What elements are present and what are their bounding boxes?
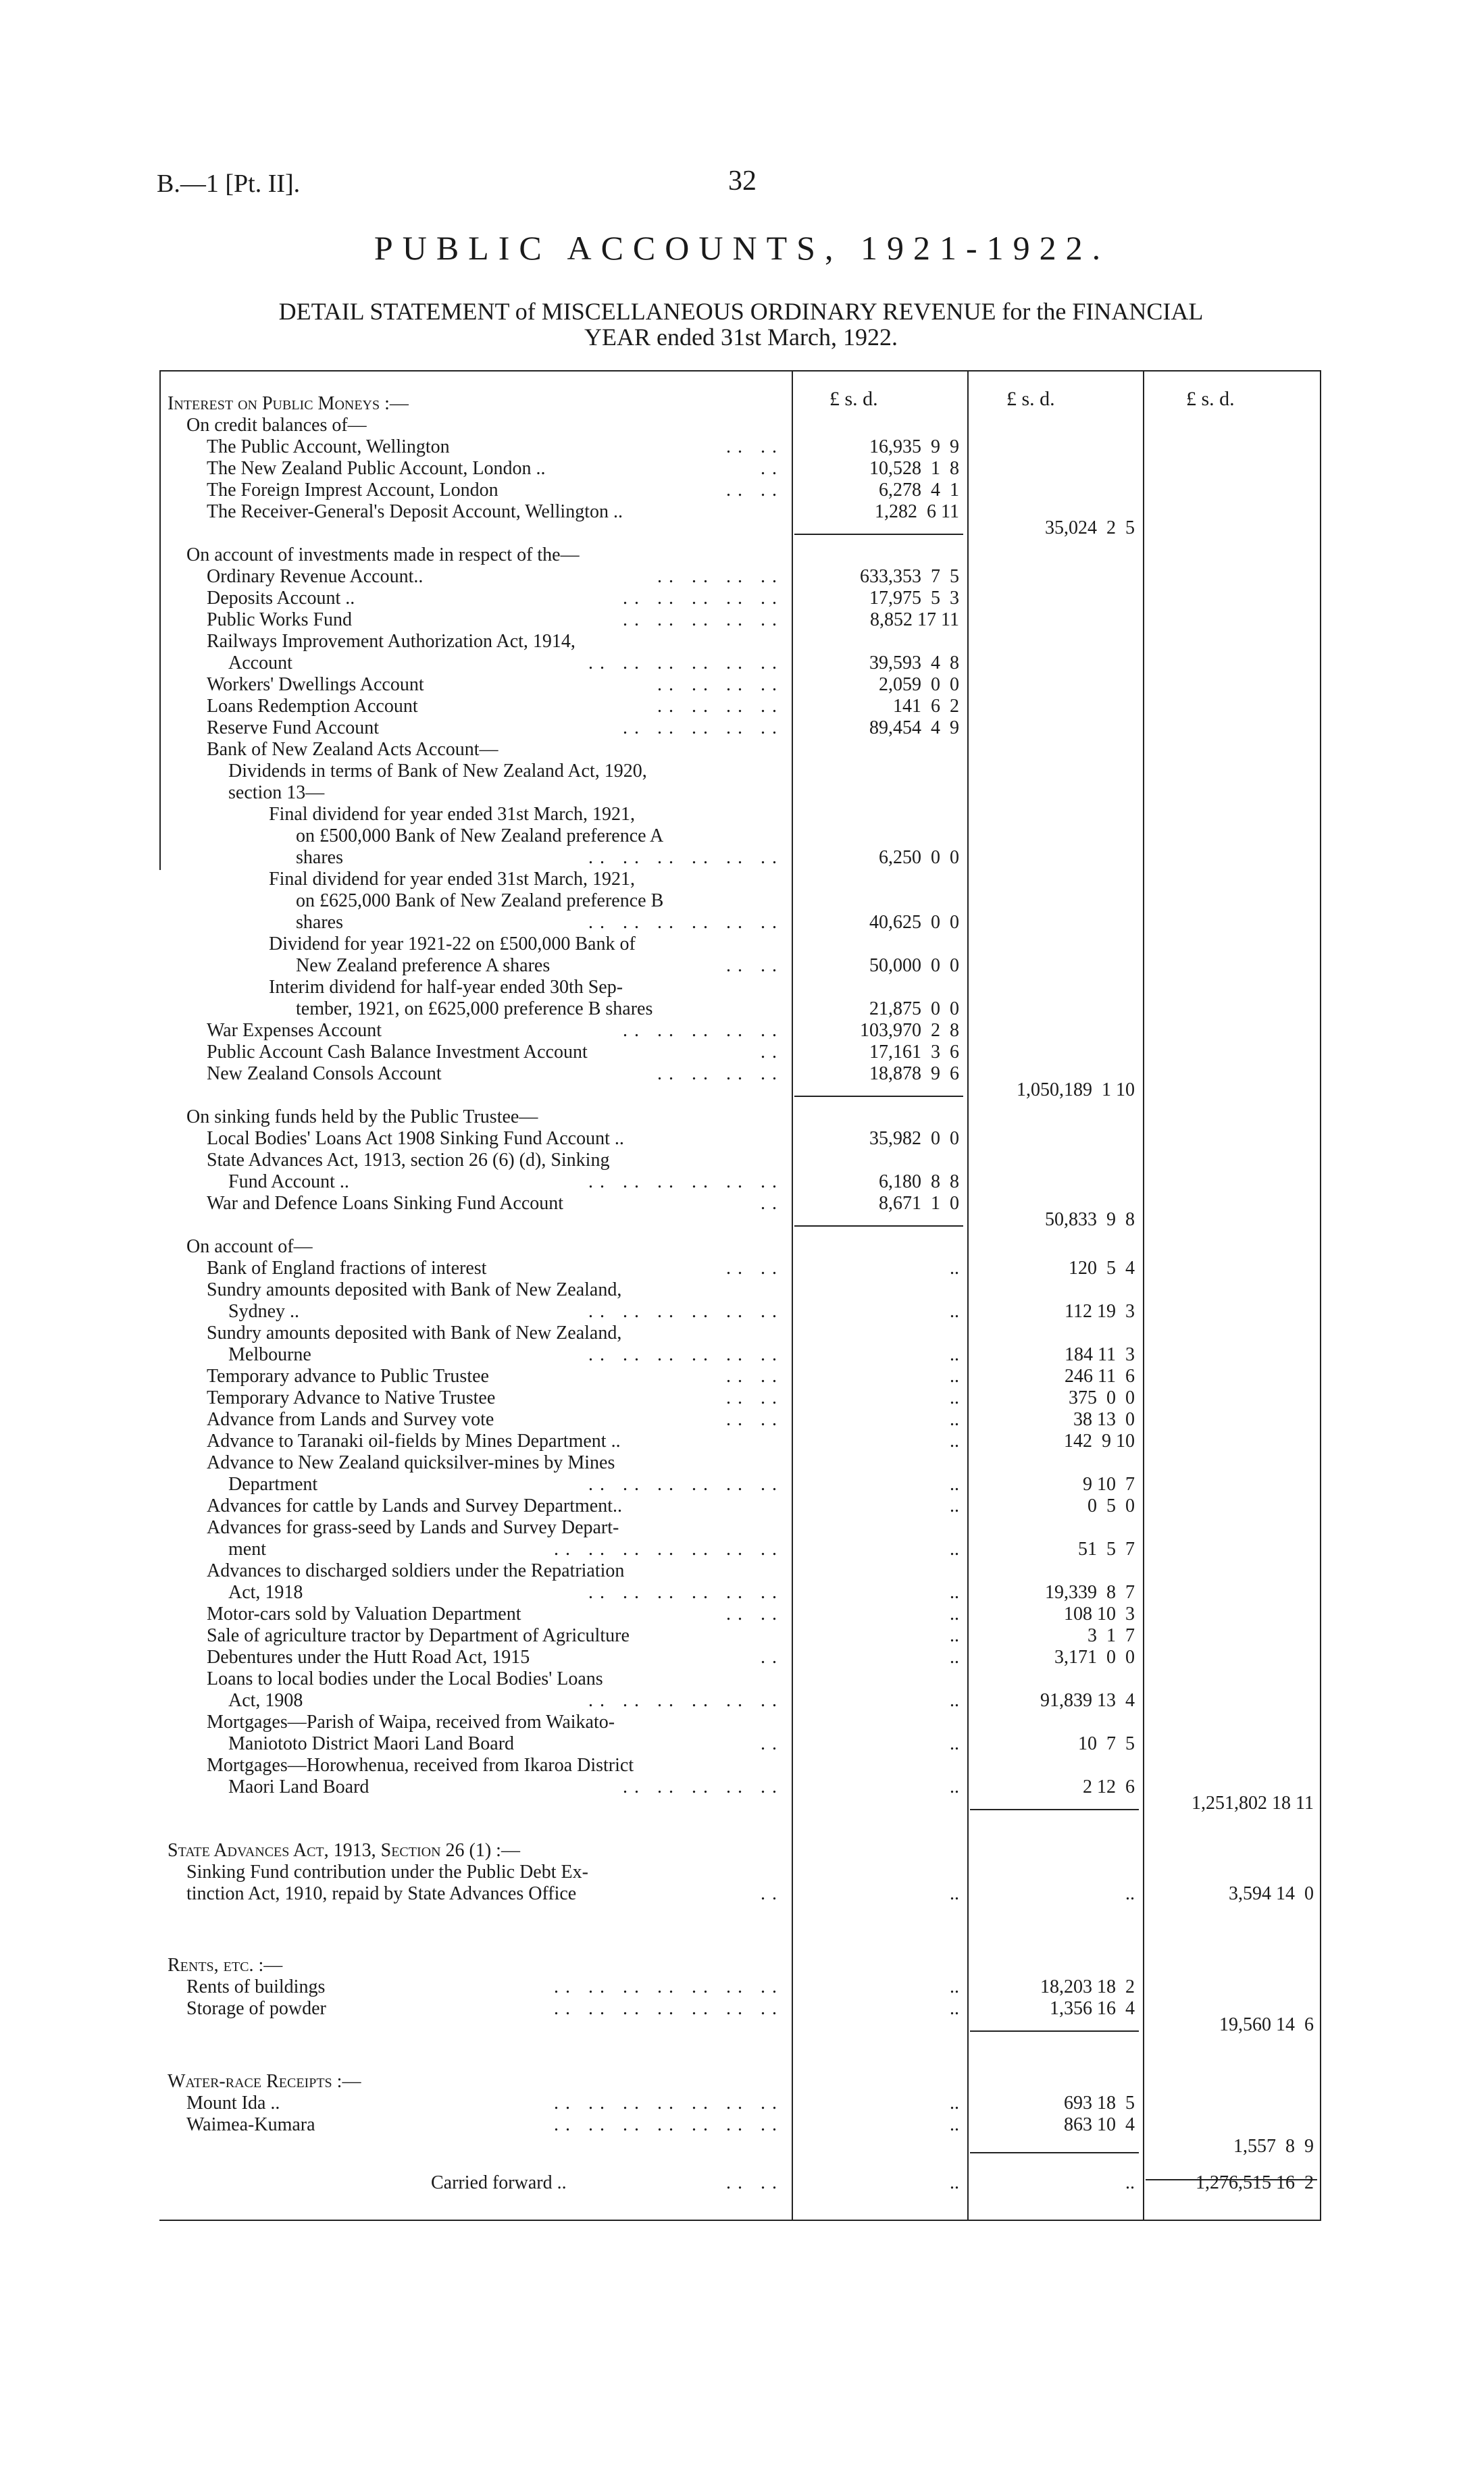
amount-c2: ..	[1125, 1883, 1135, 1904]
amount-c2: 184 11 3	[1065, 1344, 1135, 1365]
row-description: Water-race Receipts :—	[168, 2071, 361, 2092]
amount-c1: ..	[950, 1776, 959, 1797]
table-row	[0, 588, 1484, 609]
table-row	[0, 653, 1484, 674]
row-description: shares	[296, 847, 343, 868]
amount-c1: 141 6 2	[893, 696, 959, 717]
amount-c1: ..	[950, 1495, 959, 1516]
row-leader-dots: ..	[761, 1883, 784, 1904]
table-row	[0, 2093, 1484, 2114]
table-row	[0, 393, 1484, 415]
amount-c3: 1,251,802 18 11	[1192, 1793, 1314, 1814]
row-description: Local Bodies' Loans Act 1908 Sinking Fund Account ..	[207, 1128, 624, 1149]
amount-c1: ..	[950, 1301, 959, 1322]
row-description: Sundry amounts deposited with Bank of New Zealand,	[207, 1279, 622, 1300]
amount-c2: 142 9 10	[1064, 1431, 1135, 1452]
row-description: ment	[228, 1539, 266, 1560]
table-row	[0, 1862, 1484, 1883]
row-leader-dots: .. ..	[726, 2172, 784, 2193]
table-row	[0, 1344, 1484, 1366]
row-leader-dots: .. .. .. .. .. ..	[588, 1474, 784, 1495]
table-row	[0, 1209, 1484, 1231]
column-header-3: £ s. d.	[1186, 388, 1235, 410]
amount-c1: 8,671 1 0	[879, 1193, 959, 1214]
table-row	[0, 869, 1484, 890]
amount-c1: ..	[950, 1733, 959, 1754]
row-description: New Zealand preference A shares	[296, 955, 551, 976]
amount-c2: 9 10 7	[1083, 1474, 1135, 1495]
row-description: Advance to Taranaki oil-fields by Mines Department ..	[207, 1431, 621, 1452]
row-description: The Receiver-General's Deposit Account, Wellington ..	[207, 501, 623, 522]
amount-c1: 6,278 4 1	[879, 480, 959, 501]
table-row	[0, 458, 1484, 480]
table-row	[0, 1301, 1484, 1323]
table-row	[0, 544, 1484, 566]
amount-c1: 6,250 0 0	[879, 847, 959, 868]
amount-c2: 19,339 8 7	[1045, 1582, 1135, 1603]
row-description: Workers' Dwellings Account	[207, 674, 424, 695]
table-row	[0, 1883, 1484, 1905]
row-description: On sinking funds held by the Public Trustee—	[186, 1106, 538, 1127]
amount-c1: ..	[950, 1625, 959, 1646]
amount-c3: 1,276,515 16 2	[1196, 2172, 1314, 2193]
table-row	[0, 1452, 1484, 1474]
table-row	[0, 1079, 1484, 1101]
row-leader-dots: .. ..	[726, 955, 784, 976]
row-description: shares	[296, 912, 343, 933]
table-top-rule	[159, 370, 1320, 372]
amount-c2: 51 5 7	[1078, 1539, 1135, 1560]
row-description: Fund Account ..	[228, 1171, 349, 1192]
row-description: The Public Account, Wellington	[207, 436, 450, 457]
row-description: Sydney ..	[228, 1301, 299, 1322]
statement-subtitle-line2: YEAR ended 31st March, 1922.	[584, 324, 898, 351]
table-bottom-rule	[159, 2220, 1320, 2221]
amount-c1: ..	[950, 1690, 959, 1711]
row-description: Department	[228, 1474, 318, 1495]
table-row	[0, 1474, 1484, 1495]
amount-c1: ..	[950, 1539, 959, 1560]
amount-c1: 17,975 5 3	[869, 588, 959, 609]
table-row	[0, 609, 1484, 631]
row-leader-dots: .. ..	[726, 436, 784, 457]
row-description: Sinking Fund contribution under the Public Debt Ex-	[186, 1862, 588, 1883]
amount-c1: ..	[950, 1604, 959, 1625]
row-description: Carried forward ..	[431, 2172, 567, 2193]
row-leader-dots: ..	[761, 1647, 784, 1668]
amount-c2: 35,024 2 5	[1045, 517, 1135, 538]
row-description: Melbourne	[228, 1344, 311, 1365]
table-row	[0, 847, 1484, 869]
amount-c2: 91,839 13 4	[1040, 1690, 1135, 1711]
amount-c2: 38 13 0	[1073, 1409, 1135, 1430]
row-leader-dots: .. ..	[726, 480, 784, 501]
table-row	[0, 1495, 1484, 1517]
row-leader-dots: .. .. .. ..	[657, 674, 784, 695]
amount-c1: ..	[950, 1387, 959, 1408]
table-row	[0, 1258, 1484, 1279]
amount-c1: 89,454 4 9	[869, 717, 959, 738]
table-row	[0, 1279, 1484, 1301]
row-leader-dots: .. .. .. .. ..	[623, 717, 784, 738]
table-row	[0, 1323, 1484, 1344]
row-description: Debentures under the Hutt Road Act, 1915	[207, 1647, 530, 1668]
table-row	[0, 1582, 1484, 1604]
amount-c2: 693 18 5	[1064, 2093, 1135, 2114]
row-leader-dots: .. .. .. .. .. ..	[588, 912, 784, 933]
row-leader-dots: .. .. .. .. .. ..	[588, 1690, 784, 1711]
row-description: Interim dividend for half-year ended 30th Sep-	[269, 977, 623, 998]
row-description: The Foreign Imprest Account, London	[207, 480, 498, 501]
row-description: tember, 1921, on £625,000 preference B shares	[296, 998, 653, 1019]
amount-c2: 18,203 18 2	[1040, 1976, 1135, 1997]
row-leader-dots: .. .. .. .. .. ..	[588, 1344, 784, 1365]
table-row	[0, 2136, 1484, 2157]
row-description: Storage of powder	[186, 1998, 326, 2019]
amount-c1: 103,970 2 8	[860, 1020, 959, 1041]
table-row	[0, 1150, 1484, 1171]
row-description: Mount Ida ..	[186, 2093, 280, 2114]
row-description: Bank of New Zealand Acts Account—	[207, 739, 498, 760]
table-row	[0, 1431, 1484, 1452]
table-row	[0, 1793, 1484, 1814]
table-row	[0, 717, 1484, 739]
row-leader-dots: .. .. .. .. .. .. ..	[554, 1976, 784, 1997]
amount-c2: 863 10 4	[1064, 2114, 1135, 2135]
row-leader-dots: .. ..	[726, 1409, 784, 1430]
column-header-2: £ s. d.	[1006, 388, 1055, 410]
row-description: Final dividend for year ended 31st March, 1921,	[269, 869, 635, 890]
table-row	[0, 1733, 1484, 1755]
table-row	[0, 933, 1484, 955]
row-leader-dots: .. ..	[726, 1366, 784, 1387]
amount-c1: 633,353 7 5	[860, 566, 959, 587]
amount-c1: 17,161 3 6	[869, 1042, 959, 1063]
row-description: War and Defence Loans Sinking Fund Account	[207, 1193, 564, 1214]
row-leader-dots: .. .. .. .. .. ..	[588, 847, 784, 868]
table-row	[0, 998, 1484, 1020]
amount-c1: ..	[950, 1344, 959, 1365]
row-description: War Expenses Account	[207, 1020, 382, 1041]
amount-c2: 375 0 0	[1069, 1387, 1135, 1408]
table-row	[0, 1647, 1484, 1668]
amount-c1: 18,878 9 6	[869, 1063, 959, 1084]
row-description: On account of investments made in respect of the—	[186, 544, 580, 565]
table-row	[0, 739, 1484, 761]
amount-c2: ..	[1125, 2172, 1135, 2193]
table-row	[0, 977, 1484, 998]
table-row	[0, 1539, 1484, 1560]
amount-c1: 50,000 0 0	[869, 955, 959, 976]
amount-c2: 2 12 6	[1083, 1776, 1135, 1797]
amount-c2: 120 5 4	[1069, 1258, 1135, 1279]
amount-c3: 3,594 14 0	[1229, 1883, 1314, 1904]
row-description: Railways Improvement Authorization Act, 1914,	[207, 631, 575, 652]
table-row	[0, 1712, 1484, 1733]
row-description: Temporary Advance to Native Trustee	[207, 1387, 496, 1408]
row-leader-dots: .. .. .. .. .. .. ..	[554, 2114, 784, 2135]
row-description: Interest on Public Moneys :—	[168, 393, 409, 414]
row-description: Sale of agriculture tractor by Department of Agriculture	[207, 1625, 630, 1646]
amount-c1: 1,282 6 11	[875, 501, 959, 522]
amount-c1: 39,593 4 8	[869, 653, 959, 673]
amount-c1: 2,059 0 0	[879, 674, 959, 695]
row-description: Sundry amounts deposited with Bank of New Zealand,	[207, 1323, 622, 1344]
row-description: Motor-cars sold by Valuation Department	[207, 1604, 521, 1625]
amount-c1: ..	[950, 1366, 959, 1387]
table-row	[0, 1106, 1484, 1128]
row-description: State Advances Act, 1913, Section 26 (1) :—	[168, 1840, 520, 1861]
row-description: Reserve Fund Account	[207, 717, 380, 738]
row-description: Advance to New Zealand quicksilver-mines by Mines	[207, 1452, 615, 1473]
amount-c1: 16,935 9 9	[869, 436, 959, 457]
table-row	[0, 955, 1484, 977]
amount-c1: ..	[950, 1647, 959, 1668]
amount-c2: 246 11 6	[1065, 1366, 1135, 1387]
row-leader-dots: .. ..	[726, 1604, 784, 1625]
row-description: Maori Land Board	[228, 1776, 369, 1797]
row-description: Loans Redemption Account	[207, 696, 418, 717]
table-row	[0, 436, 1484, 458]
amount-c2: 50,833 9 8	[1045, 1209, 1135, 1230]
table-row	[0, 1128, 1484, 1150]
amount-c1: 21,875 0 0	[869, 998, 959, 1019]
amount-c1: ..	[950, 1258, 959, 1279]
row-leader-dots: .. .. .. .. .. .. ..	[554, 1539, 784, 1560]
table-row	[0, 1236, 1484, 1258]
table-row	[0, 415, 1484, 436]
row-description: section 13—	[228, 782, 325, 803]
header-reference: B.—1 [Pt. II].	[157, 170, 301, 198]
row-description: The New Zealand Public Account, London ..	[207, 458, 546, 479]
row-leader-dots: .. .. .. .. .. ..	[588, 1582, 784, 1603]
row-leader-dots: ..	[761, 1193, 784, 1214]
amount-c1: ..	[950, 2114, 959, 2135]
amount-c1: 8,852 17 11	[870, 609, 959, 630]
column-header-1: £ s. d.	[829, 388, 878, 410]
table-row	[0, 1755, 1484, 1776]
table-row	[0, 1668, 1484, 1690]
row-leader-dots: .. .. .. ..	[657, 566, 784, 587]
row-description: Dividend for year 1921-22 on £500,000 Bank of	[269, 933, 636, 954]
table-row	[0, 517, 1484, 539]
table-row	[0, 1171, 1484, 1193]
row-description: tinction Act, 1910, repaid by State Advances Office	[186, 1883, 577, 1904]
row-description: Maniototo District Maori Land Board	[228, 1733, 515, 1754]
amount-c1: ..	[950, 1883, 959, 1904]
row-description: Waimea-Kumara	[186, 2114, 315, 2135]
row-description: Loans to local bodies under the Local Bodies' Loans	[207, 1668, 603, 1689]
row-leader-dots: .. ..	[726, 1387, 784, 1408]
table-row	[0, 674, 1484, 696]
table-row	[0, 696, 1484, 717]
amount-c1: ..	[950, 1998, 959, 2019]
table-row	[0, 912, 1484, 933]
table-row	[0, 804, 1484, 825]
row-description: On account of—	[186, 1236, 313, 1257]
table-row	[0, 1976, 1484, 1998]
table-row	[0, 480, 1484, 501]
row-leader-dots: ..	[761, 458, 784, 479]
row-description: Account	[228, 653, 292, 673]
amount-c1: ..	[950, 2093, 959, 2114]
row-description: Mortgages—Parish of Waipa, received from Waikato-	[207, 1712, 615, 1733]
table-row	[0, 1517, 1484, 1539]
page-number: 32	[728, 165, 757, 197]
row-description: Mortgages—Horowhenua, received from Ikaroa District	[207, 1755, 634, 1776]
row-leader-dots: .. .. .. ..	[657, 1063, 784, 1084]
amount-c1: ..	[950, 2172, 959, 2193]
row-leader-dots: .. .. .. .. .. ..	[588, 653, 784, 673]
amount-c2: 0 5 0	[1088, 1495, 1135, 1516]
table-row	[0, 1042, 1484, 1063]
row-description: Dividends in terms of Bank of New Zealand Act, 1920,	[228, 761, 647, 782]
table-row	[0, 1955, 1484, 1976]
amount-c2: 3,171 0 0	[1054, 1647, 1135, 1668]
amount-c1: 6,180 8 8	[879, 1171, 959, 1192]
table-row	[0, 1604, 1484, 1625]
table-row	[0, 1560, 1484, 1582]
amount-c1: ..	[950, 1474, 959, 1495]
table-row	[0, 2172, 1484, 2194]
table-row	[0, 1366, 1484, 1387]
row-leader-dots: .. .. .. .. .. ..	[588, 1171, 784, 1192]
row-leader-dots: ..	[761, 1733, 784, 1754]
table-row	[0, 2114, 1484, 2136]
row-description: Final dividend for year ended 31st March, 1921,	[269, 804, 635, 825]
table-row	[0, 761, 1484, 782]
amount-c1: 10,528 1 8	[869, 458, 959, 479]
table-row	[0, 890, 1484, 912]
row-description: Act, 1918	[228, 1582, 303, 1603]
row-description: Advances for cattle by Lands and Survey Department..	[207, 1495, 623, 1516]
table-row	[0, 1690, 1484, 1712]
row-leader-dots: .. .. .. ..	[657, 696, 784, 717]
row-description: Advance from Lands and Survey vote	[207, 1409, 494, 1430]
row-description: Advances for grass-seed by Lands and Survey Depart-	[207, 1517, 619, 1538]
row-description: Public Account Cash Balance Investment Account	[207, 1042, 588, 1063]
amount-c3: 19,560 14 6	[1219, 2014, 1314, 2035]
row-description: Rents of buildings	[186, 1976, 326, 1997]
amount-c1: 40,625 0 0	[869, 912, 959, 933]
amount-c2: 10 7 5	[1078, 1733, 1135, 1754]
page-title: PUBLIC ACCOUNTS, 1921-1922.	[374, 229, 1110, 267]
amount-c1: ..	[950, 1409, 959, 1430]
amount-c2: 1,050,189 1 10	[1017, 1079, 1135, 1100]
table-row	[0, 1020, 1484, 1042]
row-leader-dots: .. .. .. .. ..	[623, 1776, 784, 1797]
row-description: on £500,000 Bank of New Zealand preference A	[296, 825, 664, 846]
row-description: New Zealand Consols Account	[207, 1063, 442, 1084]
row-leader-dots: .. .. .. .. ..	[623, 609, 784, 630]
table-row	[0, 782, 1484, 804]
row-leader-dots: .. .. .. .. ..	[623, 588, 784, 609]
table-row	[0, 566, 1484, 588]
row-description: Ordinary Revenue Account..	[207, 566, 424, 587]
table-row	[0, 1387, 1484, 1409]
amount-c2: 112 19 3	[1065, 1301, 1135, 1322]
row-leader-dots: .. .. .. .. .. .. ..	[554, 1998, 784, 2019]
row-description: Deposits Account ..	[207, 588, 355, 609]
row-leader-dots: .. .. .. .. .. .. ..	[554, 2093, 784, 2114]
amount-c2: 108 10 3	[1064, 1604, 1135, 1625]
row-description: State Advances Act, 1913, section 26 (6) (d), Sinking	[207, 1150, 610, 1171]
amount-c2: 3 1 7	[1088, 1625, 1135, 1646]
amount-c3: 1,557 8 9	[1233, 2136, 1314, 2157]
row-description: Act, 1908	[228, 1690, 303, 1711]
amount-c1: ..	[950, 1976, 959, 1997]
row-description: Advances to discharged soldiers under the Repatriation	[207, 1560, 625, 1581]
amount-c2: 1,356 16 4	[1050, 1998, 1135, 2019]
table-row	[0, 825, 1484, 847]
row-description: On credit balances of—	[186, 415, 367, 436]
table-row	[0, 1409, 1484, 1431]
table-row	[0, 2014, 1484, 2036]
statement-subtitle-line1: DETAIL STATEMENT of MISCELLANEOUS ORDINARY REVENUE for the FINANCIAL	[278, 298, 1204, 325]
row-leader-dots: .. .. .. .. ..	[623, 1020, 784, 1041]
row-description: on £625,000 Bank of New Zealand preference B	[296, 890, 664, 911]
row-leader-dots: .. ..	[726, 1258, 784, 1279]
amount-c1: 35,982 0 0	[869, 1128, 959, 1149]
row-description: Public Works Fund	[207, 609, 353, 630]
table-row	[0, 1840, 1484, 1862]
row-leader-dots: ..	[761, 1042, 784, 1063]
amount-c1: ..	[950, 1582, 959, 1603]
table-row	[0, 631, 1484, 653]
amount-c1: ..	[950, 1431, 959, 1452]
table-row	[0, 2071, 1484, 2093]
row-description: Rents, etc. :—	[168, 1955, 283, 1976]
row-description: Temporary advance to Public Trustee	[207, 1366, 489, 1387]
row-leader-dots: .. .. .. .. .. ..	[588, 1301, 784, 1322]
row-description: Bank of England fractions of interest	[207, 1258, 487, 1279]
table-row	[0, 1625, 1484, 1647]
